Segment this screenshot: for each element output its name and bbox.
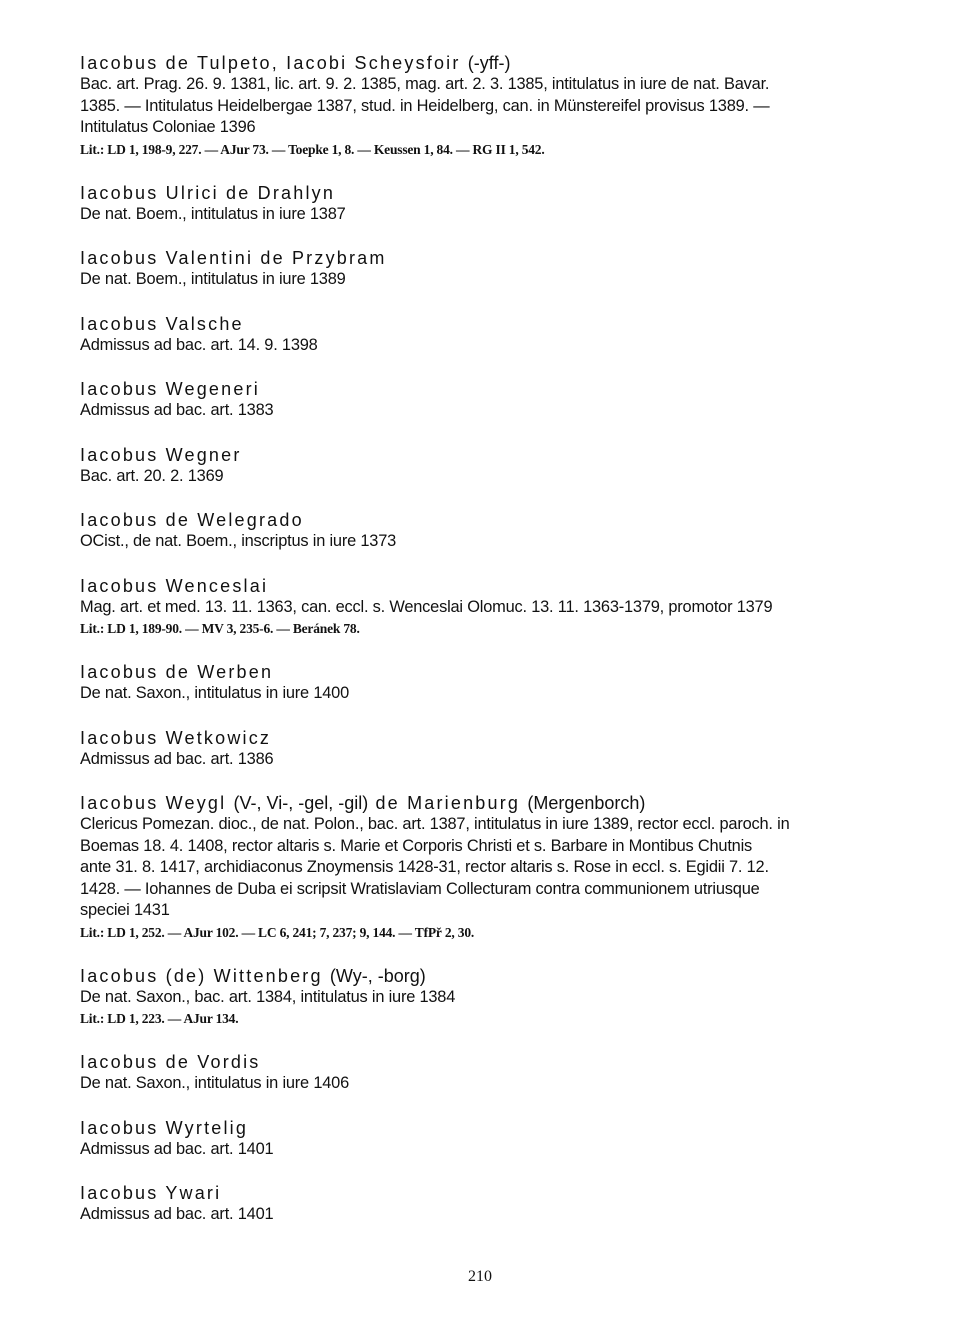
entry-name: Iacobus Ulrici de Drahlyn	[80, 182, 336, 203]
entry-body	[80, 749, 900, 771]
entry-name: Iacobus de Tulpeto, Iacobi Scheysfoir	[80, 53, 461, 73]
entry-line: Admissus ad bac. art. 1401	[80, 1139, 274, 1158]
entry-line: Mag. art. et med. 13. 11. 1363, can. eccl. s. Wenceslai Olomuc. 13. 11. 1363-1379, promotor 1379	[80, 597, 773, 616]
entry-line: Clericus Pomezan. dioc., de nat. Polon., bac. art. 1387, intitulatus in iure 1389, rector eccl. paroch. in	[80, 815, 790, 833]
entry-wenceslai	[80, 575, 900, 640]
entry-body	[80, 987, 900, 1009]
entry-wegner	[80, 444, 900, 488]
entry-name: Iacobus Wegeneri	[80, 379, 260, 399]
entry-valsche	[80, 313, 900, 357]
entry-vordis	[80, 1051, 900, 1095]
entry-name: Iacobus Ywari	[80, 1183, 222, 1203]
entry-body	[80, 74, 900, 139]
entry-welegrado	[80, 509, 900, 553]
entry-line: Intitulatus Coloniae 1396	[80, 118, 256, 136]
entry-line: 1428. — Iohannes de Duba ei scripsit Wratislaviam Collecturam contra communionem utriusque	[80, 879, 760, 898]
entry-ywari	[80, 1182, 900, 1226]
entry-heading	[80, 52, 900, 74]
entry-valentini	[80, 247, 900, 291]
entry-line: OCist., de nat. Boem., inscriptus in iure 1373	[80, 532, 397, 550]
literature-reference: Lit.: LD 1, 223. — AJur 134.	[80, 1011, 239, 1026]
entry-body	[80, 204, 900, 226]
entry-name: Iacobus Valsche	[80, 313, 244, 334]
entry-line: Admissus ad bac. art. 1386	[80, 749, 274, 768]
entry-tulpeto	[80, 52, 900, 160]
entry-line: De nat. Boem., intitulatus in iure 1387	[80, 204, 346, 223]
entry-name: Iacobus Valentini de Przybram	[80, 248, 387, 268]
entry-name: Iacobus Weygl	[80, 793, 227, 813]
entry-variant: (Wy-, -borg)	[329, 965, 426, 986]
entry-line: Admissus ad bac. art. 1383	[80, 401, 274, 419]
entry-wegeneri	[80, 378, 900, 422]
entry-body	[80, 531, 900, 553]
entry-body	[80, 1139, 900, 1161]
entry-body	[80, 269, 900, 291]
entry-heading	[80, 965, 900, 987]
entry-weygl	[80, 792, 900, 943]
entry-body	[80, 1073, 900, 1095]
entry-name: Iacobus de Werben	[80, 662, 274, 682]
entry-name: Iacobus Wetkowicz	[80, 727, 272, 748]
entry-variant: (-yff-)	[467, 53, 511, 73]
entry-body	[80, 400, 900, 422]
entry-line: De nat. Saxon., intitulatus in iure 1406	[80, 1074, 349, 1092]
entry-body	[80, 1204, 900, 1226]
entry-body	[80, 466, 900, 488]
entry-line: ante 31. 8. 1417, archidiaconus Znoymensis 1428-31, rector altaris s. Rose in eccl. s. Egidii 7. 12.	[80, 858, 769, 876]
literature-reference: Lit.: LD 1, 198-9, 227. — AJur 73. — Toepke 1, 8. — Keussen 1, 84. — RG II 1, 542.	[80, 141, 545, 157]
entry-variant-rest: (Mergenborch)	[527, 793, 646, 813]
entry-line: Admissus ad bac. art. 14. 9. 1398	[80, 335, 318, 354]
entry-heading	[80, 792, 900, 814]
entry-wittenberg	[80, 965, 900, 1030]
entry-ulrici	[80, 182, 900, 226]
entry-name-rest: de Marienburg	[375, 793, 521, 813]
entry-line: Admissus ad bac. art. 1401	[80, 1205, 274, 1223]
entry-body	[80, 683, 900, 705]
entry-body	[80, 335, 900, 357]
literature-reference: Lit.: LD 1, 252. — AJur 102. — LC 6, 241; 7, 237; 9, 144. — TfPř 2, 30.	[80, 924, 475, 940]
page-number: 210	[468, 1268, 492, 1285]
entry-line: speciei 1431	[80, 901, 170, 919]
entry-line: Bac. art. 20. 2. 1369	[80, 466, 224, 485]
entry-name: Iacobus Wenceslai	[80, 575, 269, 596]
entry-name: Iacobus de Welegrado	[80, 510, 304, 530]
entry-line: De nat. Saxon., intitulatus in iure 1400	[80, 684, 349, 702]
entry-line: 1385. — Intitulatus Heidelbergae 1387, stud. in Heidelberg, can. in Münstereifel provisus 1389. —	[80, 96, 770, 115]
entry-line: Boemas 18. 4. 1408, rector altaris s. Marie et Corporis Christi et s. Barbare in Montibus Chutnis	[80, 836, 753, 855]
entry-name: Iacobus (de) Wittenberg	[80, 965, 323, 986]
entry-wyrtelig	[80, 1117, 900, 1161]
entry-line: De nat. Boem., intitulatus in iure 1389	[80, 270, 346, 288]
entry-line: Bac. art. Prag. 26. 9. 1381, lic. art. 9. 2. 1385, mag. art. 2. 3. 1385, intitulatus in iure de nat. Bavar.	[80, 75, 770, 93]
entry-name: Iacobus Wyrtelig	[80, 1117, 249, 1138]
entry-werben	[80, 661, 900, 705]
entry-name: Iacobus de Vordis	[80, 1052, 261, 1072]
entry-wetkowicz	[80, 727, 900, 771]
entry-body	[80, 597, 900, 619]
entry-name: Iacobus Wegner	[80, 444, 242, 465]
entry-body	[80, 814, 900, 922]
entry-line: De nat. Saxon., bac. art. 1384, intitulatus in iure 1384	[80, 987, 456, 1006]
entry-variant: (V-, Vi-, -gel, -gil)	[233, 793, 369, 813]
document-page	[80, 52, 900, 1248]
literature-reference: Lit.: LD 1, 189-90. — MV 3, 235-6. — Beránek 78.	[80, 621, 360, 636]
